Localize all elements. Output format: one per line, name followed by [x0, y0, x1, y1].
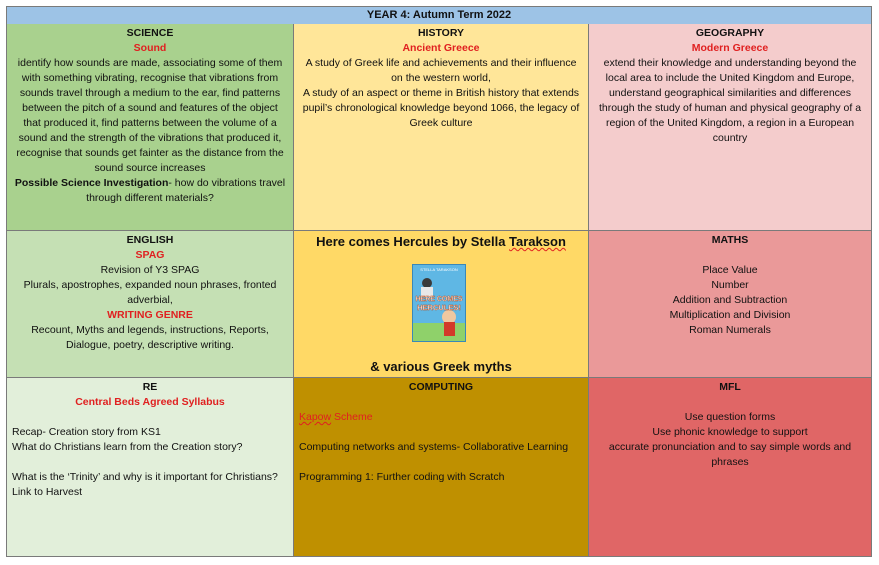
book-cover-art — [413, 265, 465, 341]
english-spag-line-1: Revision of Y3 SPAG — [100, 264, 200, 276]
mfl-line-3: accurate pronunciation and to say simple words and phrases — [608, 441, 852, 468]
english-spag-line-2: Plurals, apostrophes, expanded noun phrases, fronted adverbial, — [23, 279, 277, 306]
computing-line-1: Computing networks and systems- Collaborative Learning — [299, 441, 569, 453]
re-line-1: Recap- Creation story from KS1 — [12, 426, 161, 438]
computing-line-2: Programming 1: Further coding with Scratch — [299, 471, 505, 483]
maths-item: Number — [711, 279, 749, 291]
computing-scheme — [299, 410, 583, 425]
book-cover-title-line-1: HERE COMES — [415, 296, 463, 303]
history-line-1: A study of Greek life and achievements and their influence on the western world, — [305, 57, 577, 84]
maths-item: Place Value — [702, 264, 758, 276]
re-spacer — [12, 455, 288, 470]
english-heading: ENGLISH — [126, 234, 174, 246]
book-title-prefix: Here comes Hercules by Stella — [316, 234, 510, 249]
computing-scheme-rest: Scheme — [331, 411, 373, 423]
computing-spacer — [299, 455, 583, 470]
geography-heading: GEOGRAPHY — [695, 27, 765, 39]
geography-topic: Modern Greece — [691, 42, 769, 54]
science-cell — [7, 24, 294, 231]
english-genre-text: Recount, Myths and legends, instructions, Reports, Dialogue, poetry, descriptive writing. — [31, 324, 269, 351]
re-line-2: What do Christians learn from the Creation story? — [12, 441, 243, 453]
science-topic: Sound — [133, 42, 167, 54]
book-cover-title-line-2: HERCULES! — [417, 303, 461, 312]
mfl-spacer — [594, 395, 866, 410]
history-topic: Ancient Greece — [402, 42, 480, 54]
english-cell — [7, 231, 294, 378]
science-text: identify how sounds are made, associating some of them with something vibrating, recognise that vibrations from sounds travel through a medium to the ear, find patterns between the pitch of a sound and features of the object that produced it, find patterns between the volume of a sound and the strength of the vibrations that produced it, recognise that sounds get fainter as the distance from the sound source increases — [16, 57, 284, 174]
science-investigation — [12, 176, 288, 206]
mfl-heading: MFL — [719, 381, 741, 393]
re-heading: RE — [142, 381, 158, 393]
book-author-surname: Tarakson — [509, 234, 566, 249]
science-investigation-text: - how do vibrations travel through different materials? — [86, 177, 286, 204]
re-line-3: What is the ‘Trinity’ and why is it important for Christians? Link to Harvest — [12, 471, 278, 498]
book-cell — [294, 231, 589, 378]
maths-heading: MATHS — [711, 234, 749, 246]
curriculum-table — [6, 6, 872, 557]
history-cell — [294, 24, 589, 231]
table-title: YEAR 4: Autumn Term 2022 — [7, 7, 871, 25]
maths-item: Addition and Subtraction — [672, 294, 788, 306]
book-cover-image — [412, 264, 466, 342]
maths-spacer — [594, 248, 866, 263]
mfl-cell — [589, 378, 871, 556]
computing-spacer — [299, 395, 583, 410]
science-heading: SCIENCE — [126, 27, 174, 39]
re-spacer — [12, 410, 288, 425]
geography-text: extend their knowledge and understanding beyond the local area to include the United Kingdom and Europe, understand geographical similarities and differences through the study of human and physical geography of a region of the United Kingdom, a region in a European country — [598, 57, 862, 144]
history-heading: HISTORY — [417, 27, 465, 39]
history-line-2: A study of an aspect or theme in British history that extends pupil’s chronological knowledge beyond 1066, the legacy of Greek culture — [302, 87, 580, 129]
book-footer: & various Greek myths — [370, 359, 512, 374]
science-investigation-label: Possible Science Investigation — [14, 177, 169, 189]
re-topic: Central Beds Agreed Syllabus — [75, 396, 225, 408]
re-cell — [7, 378, 294, 556]
mfl-line-2: Use phonic knowledge to support — [652, 426, 808, 438]
computing-spacer — [299, 425, 583, 440]
maths-item: Multiplication and Division — [669, 309, 791, 321]
book-cover-author: STELLA TARAKSON — [420, 267, 458, 272]
maths-cell — [589, 231, 871, 378]
book-title — [294, 234, 588, 249]
computing-cell — [294, 378, 589, 556]
english-genre-label: WRITING GENRE — [107, 309, 193, 321]
computing-scheme-word: Kapow — [299, 411, 332, 423]
mfl-line-1: Use question forms — [684, 411, 776, 423]
maths-item: Roman Numerals — [689, 324, 771, 336]
english-spag-label: SPAG — [135, 249, 165, 261]
geography-cell — [589, 24, 871, 231]
computing-heading: COMPUTING — [408, 381, 474, 393]
